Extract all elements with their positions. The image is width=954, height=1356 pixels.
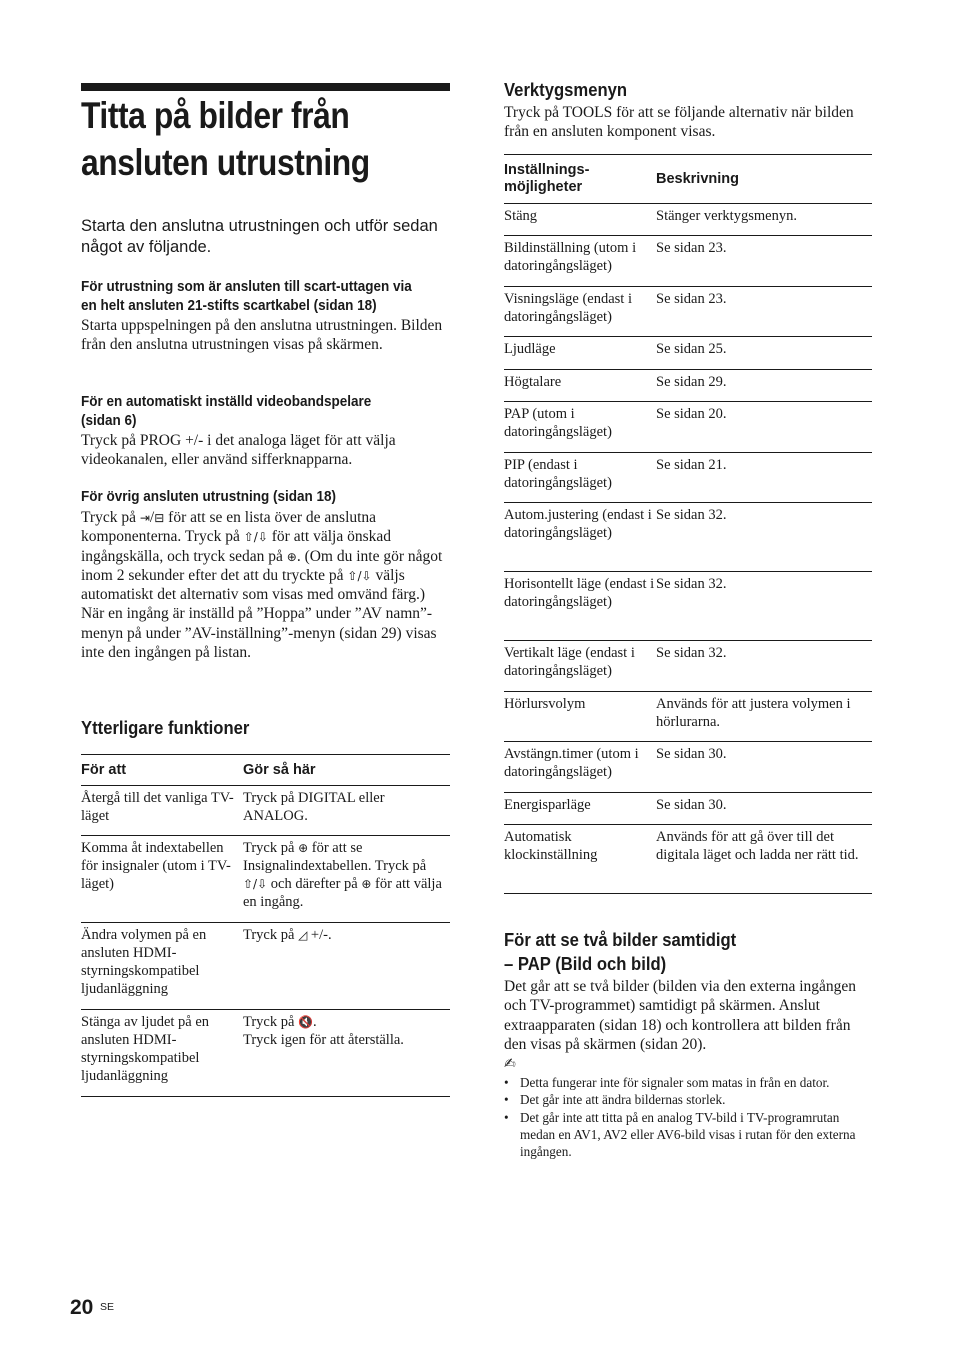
table-row (504, 287, 872, 337)
tools-menu-heading: Verktygsmenyn (504, 79, 628, 100)
text: +/-. (307, 927, 332, 943)
cell-text: Se sidan 30. (656, 746, 727, 762)
cell-text: Se sidan 32. (656, 576, 727, 592)
table-row (504, 370, 872, 402)
table-cell (81, 1010, 243, 1097)
table-cell (504, 370, 656, 402)
table-row (504, 503, 872, 572)
cell-text: Se sidan 29. (656, 374, 727, 390)
table-cell (504, 641, 656, 692)
pap-heading (504, 928, 736, 976)
table-cell (656, 287, 872, 337)
cell-text (243, 1010, 450, 1049)
text: för att se Insignalindextabellen. Tryck på (243, 840, 427, 874)
table-cell (504, 742, 656, 793)
table-row (504, 402, 872, 453)
table-cell (656, 641, 872, 692)
text: för att se en lista över de anslutna komponenterna. Tryck på (81, 509, 377, 546)
cell-text: Automatisk klockinställning (504, 829, 598, 863)
table-cell (656, 402, 872, 453)
table-cell (243, 836, 450, 923)
other-body-paragraph2: När en ingång är inställd på ”Hoppa” under ”AV namn”-menyn på under ”AV-inställning”-menyn (sidan 29) visas inte den ingången på listan. (81, 605, 437, 662)
table-row (504, 825, 872, 894)
table-cell (504, 692, 656, 742)
text: Tryck på (243, 840, 299, 856)
cell-text (243, 836, 450, 911)
table-cell (656, 793, 872, 825)
table-row (81, 923, 450, 1010)
table-cell (656, 370, 872, 402)
page-title (81, 92, 398, 186)
page-title-line1: Titta på bilder från (81, 95, 350, 136)
tools-menu-intro: Tryck på TOOLS för att se följande alternativ när bilden från en ansluten komponent visas. (504, 104, 854, 141)
table-row (81, 836, 450, 923)
table-cell (81, 923, 243, 1010)
up-down-arrow-icon: ⇧/⇩ (347, 568, 372, 583)
cell-text: Se sidan 30. (656, 797, 727, 813)
volume-icon: ◿ (298, 928, 308, 942)
cell-text: Används för att justera volymen i hörlurarna. (656, 696, 851, 730)
text: för att välja en ingång. (243, 876, 442, 910)
list-item: • Det går inte att ändra bildernas storlek. (504, 1091, 876, 1108)
text: . (313, 1014, 317, 1030)
column-header: Gör så här (243, 755, 450, 786)
title-rule (81, 83, 450, 91)
cell-text: Komma åt indextabellen för insignaler (utom i TV-läget) (81, 840, 231, 892)
cell-text: Se sidan 25. (656, 341, 727, 357)
cell-text: Hörlursvolym (504, 696, 586, 712)
table-header-row (504, 155, 872, 204)
table-cell (504, 402, 656, 453)
cell-text: Horisontellt läge (endast i datoringångsläget) (504, 576, 655, 610)
table-cell (504, 572, 656, 641)
pap-notes-list (504, 1074, 876, 1160)
scart-body: Starta uppspelningen på den anslutna utrustningen. Bilden från den anslutna utrustningen visas på skärmen. (81, 317, 443, 354)
column-header-line2: möjligheter (504, 179, 583, 195)
ok-button-icon: ⊕ (298, 841, 309, 855)
table-row (504, 641, 872, 692)
table-cell (504, 793, 656, 825)
cell-text: PIP (endast i datoringångsläget) (504, 457, 612, 491)
cell-text: Bildinställning (utom i datoringångsläget) (504, 240, 637, 274)
table-cell (243, 786, 450, 836)
extra-functions-table (81, 754, 450, 1097)
text: för att välja önskad ingångskälla, och tryck sedan på (81, 528, 391, 565)
table-cell (504, 503, 656, 572)
cell-text: Se sidan 32. (656, 645, 727, 661)
column-header: Beskrivning (656, 155, 872, 204)
table-row (81, 1010, 450, 1097)
cell-text: Se sidan 23. (656, 240, 727, 256)
table-cell (504, 204, 656, 236)
cell-text: Används för att gå över till det digitala läget och ladda ner rätt tid. (656, 829, 859, 863)
pap-body: Det går att se två bilder (bilden via den externa ingången och TV-programmet) samtidigt på skärmen. Anslut extraapparaten (sidan 18) och kontrollera att bilden från den visas på skärmen (sidan 20). (504, 978, 857, 1053)
input-icon: ⇥ (139, 511, 150, 525)
cell-text: Visningsläge (endast i datoringångsläget) (504, 291, 632, 325)
table-cell (656, 572, 872, 641)
table-row (504, 742, 872, 793)
text-hold-icon: ⊟ (154, 511, 165, 525)
cell-text: Autom.justering (endast i datoringångsläget) (504, 507, 652, 541)
cell-text: Energisparläge (504, 797, 591, 813)
pap-heading-line1: För att se två bilder samtidigt (504, 929, 737, 950)
list-item: • Detta fungerar inte för signaler som matas in från en dator. (504, 1074, 876, 1091)
list-item: • Det går inte att titta på en analog TV-bild i TV-programrutan medan en AV1, AV2 eller AV6-bild visas i rutan för den externa ingången. (504, 1109, 876, 1161)
table-cell (504, 453, 656, 503)
table-row (504, 337, 872, 370)
other-body: Tryck på ⇥/⊟ för att se en lista över de anslutna komponenterna. Tryck på ⇧/⇩ för att välja önskad ingångskälla, och tryck sedan på ⊕. (Om du inte gör något inom 2 sekunder efter det att du tryckte på ⇧/⇩ väljs automatiskt det alternativ som visas med omvänd färg.) När en ingång är inställd på ”Hoppa” under ”AV namn”-menyn på under ”AV-inställning”-menyn (sidan 29) visas inte den ingången på listan. (81, 508, 450, 662)
column-header: För att (81, 755, 243, 786)
table-row (504, 236, 872, 287)
table-row (81, 786, 450, 836)
extra-functions-heading: Ytterligare funktioner (81, 717, 250, 738)
table-row (504, 204, 872, 236)
table-cell (656, 692, 872, 742)
table-cell (504, 825, 656, 894)
cell-text (243, 923, 450, 944)
pap-heading-line2: – PAP (Bild och bild) (504, 953, 667, 974)
note-icon: ✍ (504, 1056, 516, 1072)
cell-text: Återgå till det vanliga TV-läget (81, 790, 234, 824)
cell-text: Stänga av ljudet på en ansluten HDMI-styrningskompatibel ljudanläggning (81, 1014, 210, 1084)
table-cell (81, 836, 243, 923)
text: Tryck på (81, 509, 140, 526)
table-cell (656, 742, 872, 793)
table-cell (656, 453, 872, 503)
table-cell (504, 287, 656, 337)
cell-text: Stänger verktygsmenyn. (656, 208, 797, 224)
column-header (504, 155, 656, 204)
vcr-heading-line2: (sidan 6) (81, 412, 137, 429)
table-cell (243, 923, 450, 1010)
text: . (Om du inte gör något inom 2 sekunder efter det att du tryckte på (81, 547, 443, 584)
cell-text: Se sidan 21. (656, 457, 727, 473)
scart-heading-line1: För utrustning som är ansluten till scart-uttagen via (81, 278, 412, 295)
up-down-arrow-icon: ⇧/⇩ (243, 877, 268, 891)
cell-text: PAP (utom i datoringångsläget) (504, 406, 612, 440)
up-down-arrow-icon: ⇧/⇩ (243, 530, 268, 545)
cell-text: Ljudläge (504, 341, 556, 357)
table-cell (504, 236, 656, 287)
scart-heading (81, 277, 412, 315)
column-header-line1: Inställnings- (504, 162, 590, 178)
table-row (504, 453, 872, 503)
table-row (504, 692, 872, 742)
vcr-body: Tryck på PROG +/- i det analoga läget för att välja videokanalen, eller använd sifferknapparna. (81, 432, 396, 469)
page-number-suffix: SE (100, 1301, 115, 1313)
text: Tryck igen för att återställa. (243, 1032, 404, 1048)
ok-button-icon: ⊕ (361, 877, 372, 891)
tools-menu-table (504, 154, 872, 894)
cell-text: Vertikalt läge (endast i datoringångsläget) (504, 645, 635, 679)
cell-text: Högtalare (504, 374, 562, 390)
cell-text: Avstängn.timer (utom i datoringångsläget) (504, 746, 639, 780)
cell-text: Tryck på DIGITAL eller ANALOG. (243, 790, 385, 824)
table-cell (656, 236, 872, 287)
ok-button-icon: ⊕ (286, 549, 297, 564)
cell-text: Se sidan 20. (656, 406, 727, 422)
cell-text: Se sidan 32. (656, 507, 727, 523)
table-cell (656, 503, 872, 572)
table-cell (243, 1010, 450, 1097)
text: väljs automatiskt det alternativ som visas med omvänd färg.) (81, 566, 426, 604)
table-cell (81, 786, 243, 836)
text: Tryck på (243, 1014, 299, 1030)
text: och därefter på (267, 876, 362, 892)
table-cell (656, 825, 872, 894)
table-row (504, 793, 872, 825)
table-cell (656, 204, 872, 236)
intro-text: Starta den anslutna utrustningen och utför sedan något av följande. (81, 217, 438, 256)
cell-text: Stäng (504, 208, 538, 224)
cell-text: Ändra volymen på en ansluten HDMI-styrningskompatibel ljudanläggning (81, 927, 207, 997)
vcr-heading-line1: För en automatiskt inställd videobandspelare (81, 393, 372, 410)
text: Tryck på (243, 927, 299, 943)
table-cell (504, 337, 656, 370)
table-header-row (81, 755, 450, 786)
table-row (504, 572, 872, 641)
mute-icon: 🔇 (298, 1015, 314, 1029)
cell-text: Se sidan 23. (656, 291, 727, 307)
page-number: 20 (70, 1296, 94, 1319)
vcr-heading (81, 392, 371, 430)
table-cell (656, 337, 872, 370)
page-title-line2: ansluten utrustning (81, 142, 370, 183)
scart-heading-line2: en helt ansluten 21-stifts scartkabel (sidan 18) (81, 297, 377, 314)
other-heading: För övrig ansluten utrustning (sidan 18) (81, 488, 337, 505)
